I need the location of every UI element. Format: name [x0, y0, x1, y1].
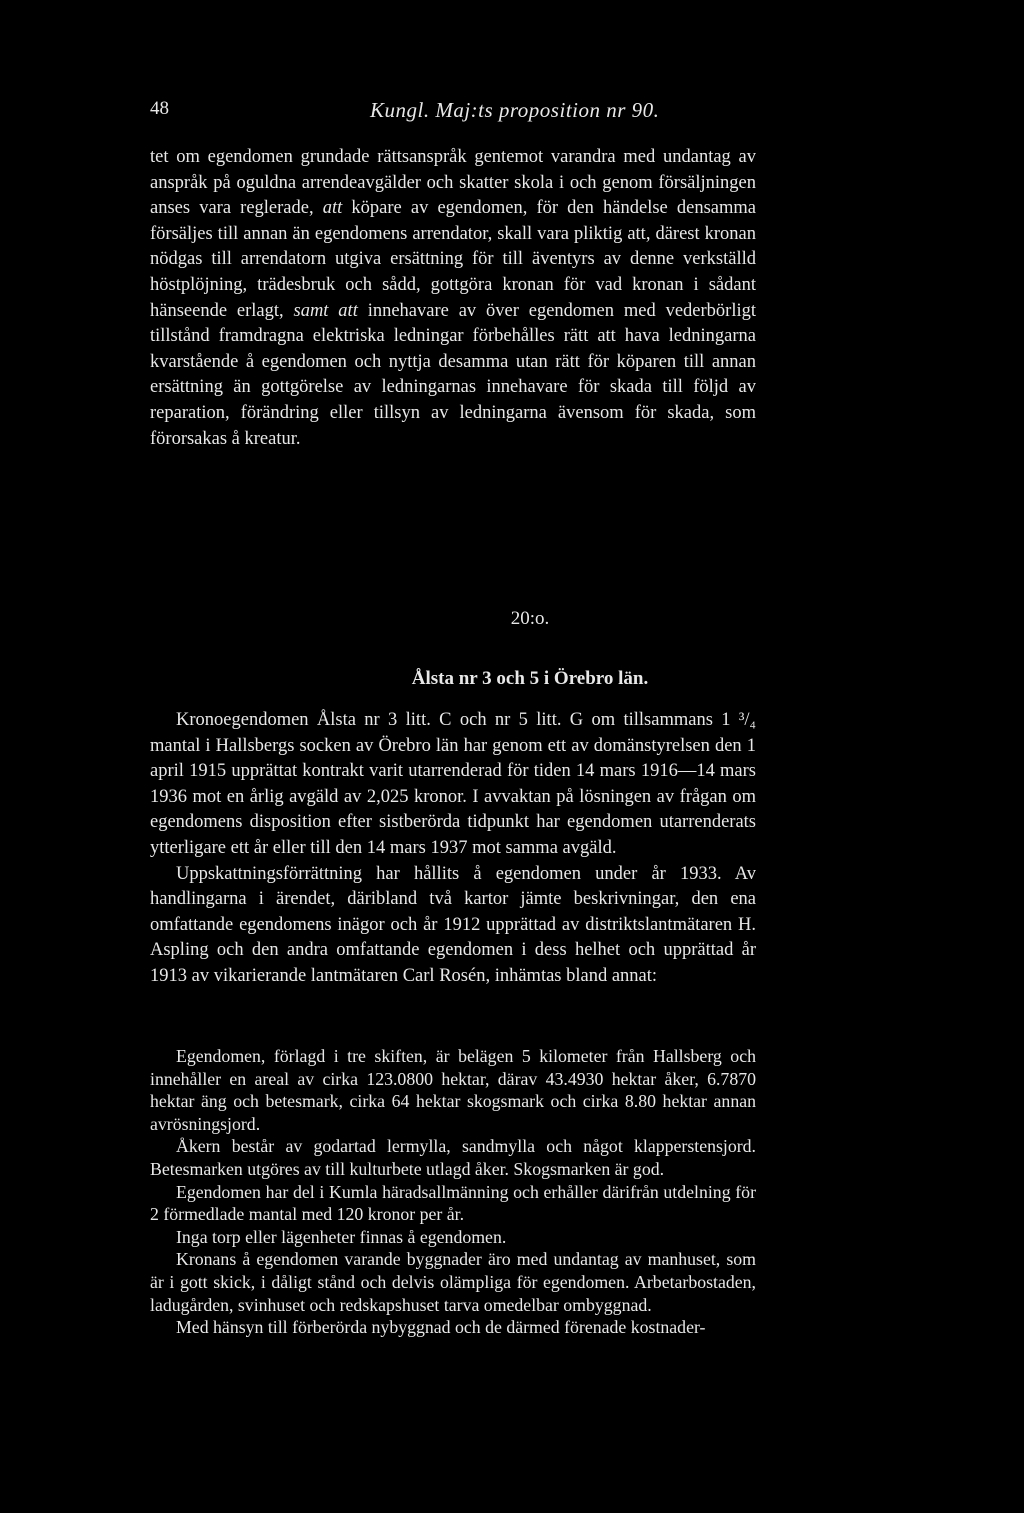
- quote-paragraph: Inga torp eller lägenheter finnas å egendomen.: [176, 1226, 507, 1247]
- continued-paragraph: [150, 145, 756, 452]
- section-number: 20:o.: [510, 608, 550, 629]
- text-run: köpare av egendomen, för den händelse densamma försäljes till annan än egendomens arrendator, skall vara pliktig att, därest kronan nödgas till arrendatorn utgiva ersättning för till äventyrs av denne verkställd höstplöjning, trädesbruk och sådd, gottgöra kronan för vad kronan i sådant hänseende erlagt,: [150, 198, 756, 321]
- quote-paragraph: Med hänsyn till förberörda nybyggnad och de därmed förenade kostnader-: [176, 1317, 706, 1338]
- quote-paragraph: Åkern består av godartad lermylla, sandmylla och något klapperstensjord. Betesmarken utgöres av till kulturbete utlagd åker. Skogsmarken är god.: [150, 1136, 756, 1179]
- page-header: [150, 98, 910, 128]
- quote-paragraph: Egendomen, förlagd i tre skiften, är belägen 5 kilometer från Hallsberg och innehåller en areal av cirka 123.0800 hektar, därav 43.4930 hektar åker, 6.7870 hektar äng och betesmark, cirka 64 hektar skogsmark och cirka 8.80 hektar annan avrösningsjord.: [150, 1046, 756, 1134]
- paragraph: Kronoegendomen Ålsta nr 3 litt. C och nr 5 litt. G om tillsammans 1 ³/₄ mantal i Hallsbergs socken av Örebro län har genom ett av domänstyrelsen den 1 april 1915 upprättat kontrakt varit utarrenderad för tiden 14 mars 1916—14 mars 1936 mot en årlig avgäld av 2,025 kronor. I avvaktan på lösningen av frågan om egendomens disposition efter sistberörda tidpunkt har egendomen utarrenderats ytterligare ett år eller till den 14 mars 1937 mot samma avgäld.: [150, 710, 756, 858]
- section-title: Ålsta nr 3 och 5 i Örebro län.: [411, 668, 649, 689]
- quote-paragraph: Egendomen har del i Kumla häradsallmänning och erhåller därifrån utdelning för 2 förmedlade mantal med 120 kronor per år.: [150, 1181, 756, 1225]
- paragraph: Uppskattningsförrättning har hållits å egendomen under år 1933. Av handlingarna i ärendet, däribland två kartor jämte beskrivningar, den ena omfattande egendomens inägor och år 1912 upprättad av distriktslantmätaren H. Aspling och den andra omfattande egendomen i dess helhet och upprättad år 1913 av vikarierande lantmätaren Carl Rosén, inhämtas bland annat:: [150, 863, 756, 986]
- text-run: innehavare av över egendomen med vederbörligt tillstånd framdragna elektriska ledningar förbehålles rätt att hava ledningarna kvarstående å egendomen och nyttja desamma utan rätt för köparen till annan ersättning än gottgörelse av ledningarnas innehavare för skada till följd av reparation, förändring eller tillsyn av ledningarna ävensom för skada, som förorsakas å kreatur.: [150, 300, 756, 449]
- quoted-description: [150, 1045, 756, 1339]
- running-title: Kungl. Maj:ts proposition nr 90.: [370, 98, 660, 122]
- text-run: tet om egendomen grundade rättsanspråk gentemot varandra med undantag av anspråk på oguldna arrendeavgälder och skatter skola i och genom försäljningen anses vara reglerade,: [150, 147, 756, 219]
- quote-paragraph: Kronans å egendomen varande byggnader äro med undantag av manhuset, som är i gott skick, i dåligt stånd och delvis olämpliga för egendomen. Arbetarbostaden, ladugården, svinhuset och redskapshuset tarva omedelbar ombyggnad.: [150, 1249, 756, 1315]
- emphasis: samt att: [293, 300, 358, 321]
- page-number: 48: [150, 98, 169, 119]
- body-text: [150, 708, 756, 990]
- paragraph: [150, 145, 756, 452]
- emphasis: att: [322, 198, 343, 219]
